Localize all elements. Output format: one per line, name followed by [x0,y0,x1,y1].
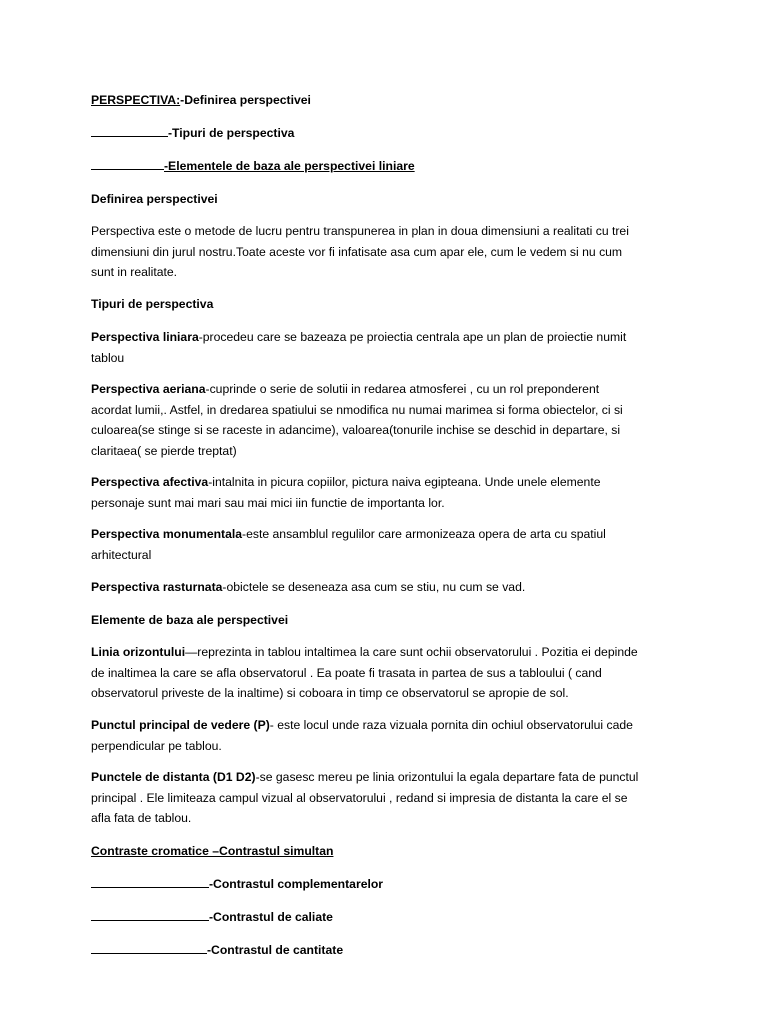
paragraph-aeriana [91,379,691,461]
term-distanta: Punctele de distanta (D1 D2) [91,770,256,784]
underline-blank [91,908,209,921]
text-line: arhitectural [91,547,152,562]
text-line: -procedeu care se bazeaza pe proiectia centrala ape un plan de proiectie numit [198,330,627,344]
text-line: - este locul unde raza vizuala pornita din ochiul observatorului cade [269,718,633,732]
text-line: principal . Ele limiteaza campul vizual al observatorului , redand si impresia de distanta la care el se [91,790,628,805]
heading-definition: Definirea perspectivei [91,192,218,206]
contrast-item: -Contrastul complementarelor [209,877,384,891]
toc-line-1 [91,90,311,111]
text-line: -obictele se deseneaza asa cum se stiu, nu cum se vad. [222,580,526,594]
term-aeriana: Perspectiva aeriana [91,382,206,396]
text-line: perpendicular pe tablou. [91,738,222,753]
text-line: de inaltimea la care se afla observatorul . Ea poate fi trasata in partea de sus a tabloului ( cand [91,665,602,680]
paragraph-orizont [91,642,691,704]
toc-item-types: -Tipuri de perspectiva [168,126,295,140]
text-line: -se gasesc mereu pe linia orizontului la egala departare fata de punctul [255,770,639,784]
underline-blank [91,941,207,954]
toc-line-3 [91,156,415,177]
paragraph-afectiva [91,472,691,513]
text-line: tablou [91,350,125,365]
text-line: afla fata de tablou. [91,811,192,825]
text-line: —reprezinta in tablou intaltimea la care sunt ochii observatorului . Pozitia ei depinde [185,645,638,659]
term-monumentala: Perspectiva monumentala [91,527,243,541]
toc-title: PERSPECTIVA: [91,93,181,107]
paragraph-monumentala [91,524,691,565]
text-line: -cuprinde o serie de solutii in redarea atmosferei , cu un rol preponderent [205,382,600,396]
underline-blank [91,157,164,170]
contrast-line-4 [91,940,343,961]
heading-contrasts: Contraste cromatice –Contrastul simultan [91,844,334,858]
term-afectiva: Perspectiva afectiva [91,475,209,489]
toc-item-elements: -Elementele de baza ale perspectivei liniare [164,159,415,173]
paragraph-distanta [91,767,691,829]
paragraph-definition [91,221,691,283]
heading-types: Tipuri de perspectiva [91,297,214,311]
toc-line-2 [91,123,294,144]
text-line: acordat lumii,. Astfel, in dredarea spatiului se nmodifica nu numai marimea si forma obiectelor, ci si [91,402,623,417]
term-punct: Punctul principal de vedere (P) [91,718,270,732]
paragraph-liniara [91,327,691,368]
contrast-line-2 [91,874,383,895]
term-liniara: Perspectiva liniara [91,330,199,344]
toc-item-definition: -Definirea perspectivei [180,93,311,107]
text-line: -este ansamblul regulilor care armonizeaza opera de arta cu spatiul [242,527,606,541]
text-line: observatorul priveste de la inaltime) si coboara in timp ce observatorul se apropie de sol. [91,686,569,700]
paragraph-rasturnata [91,577,691,598]
heading-elements: Elemente de baza ale perspectivei [91,613,289,627]
text-line: -intalnita in picura copiilor, pictura naiva egipteana. Unde unele elemente [208,475,601,489]
text-line: personaje sunt mai mari sau mai mici iin functie de importanta lor. [91,495,445,510]
text-line: Perspectiva este o metode de lucru pentru transpunerea in plan in doua dimensiuni a realitati cu trei [91,224,629,238]
text-line: dimensiuni din jurul nostru.Toate aceste vor fi infatisate asa cum apar ele, cum le vedem si nu cum [91,244,623,259]
contrast-item: -Contrastul de cantitate [207,943,344,957]
paragraph-punct [91,715,691,756]
term-rasturnata: Perspectiva rasturnata [91,580,223,594]
contrast-item: -Contrastul de caliate [209,910,333,924]
underline-blank [91,875,209,888]
underline-blank [91,124,168,137]
contrast-line-3 [91,907,333,928]
term-orizont: Linia orizontului [91,645,186,659]
text-line: culoarea(se stinge si se raceste in adancime), valoarea(tonurile inchise se deschid in departare, si [91,423,621,437]
text-line: sunt in realitate. [91,265,178,279]
text-line: claritaea( se pierde treptat) [91,443,237,458]
